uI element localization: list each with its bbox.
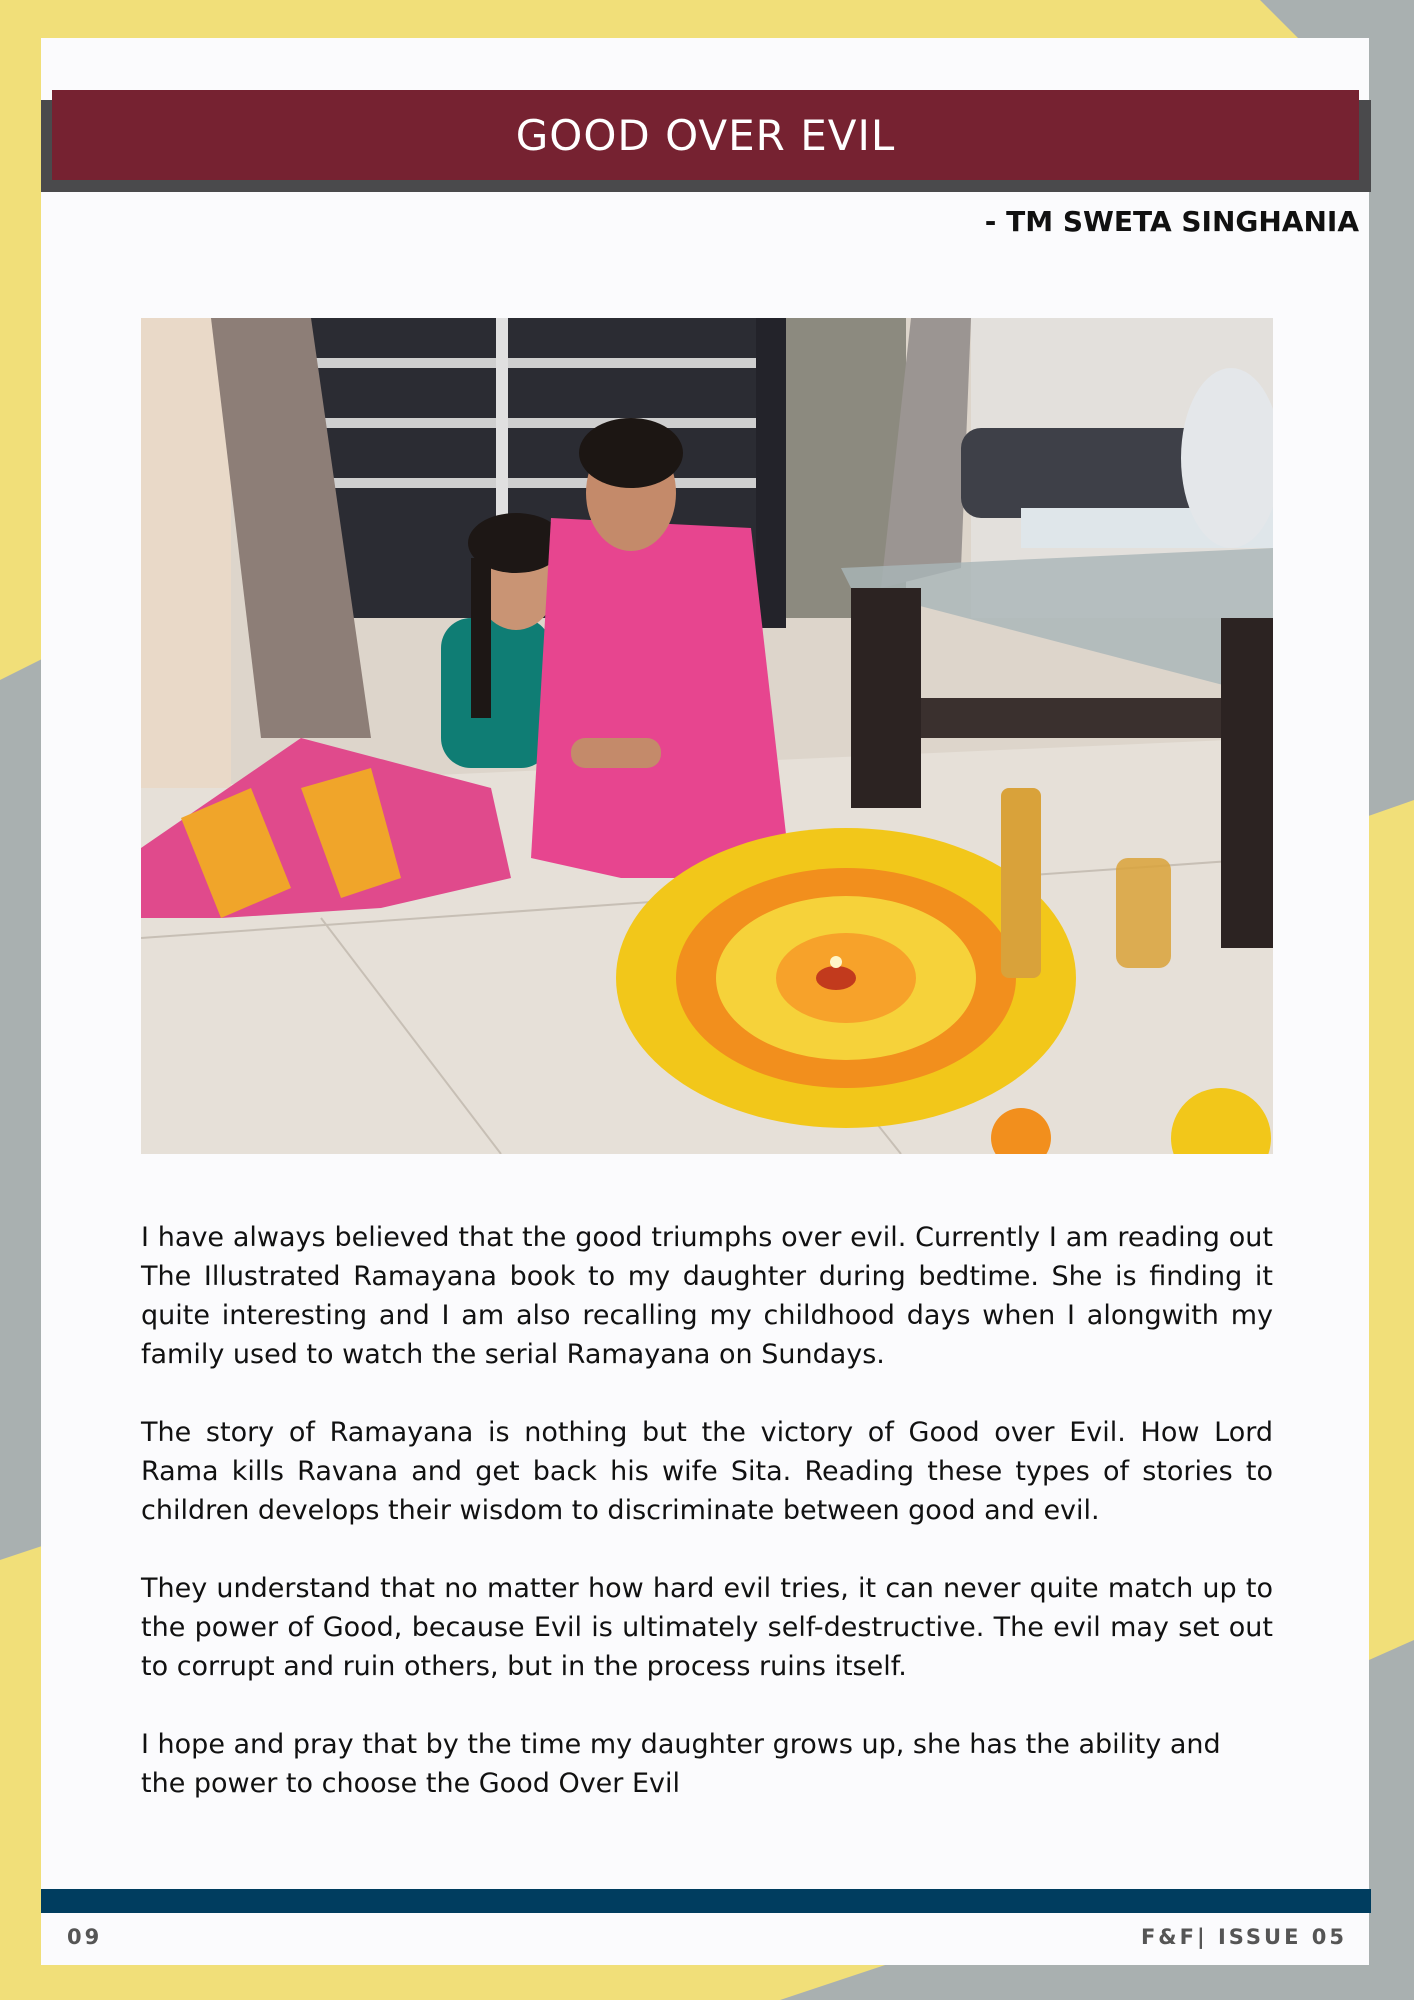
issue-label: F&F| ISSUE 05 (1140, 1925, 1347, 1949)
article-paragraph: I have always believed that the good triumphs over evil. Currently I am reading out The Illustrated Ramayana book to my daughter during bedtime. She is finding it quite interesting and I am also recalling my childhood days when I alongwith my family used to watch the serial Ramayana on Sundays. (141, 1222, 1273, 1370)
page-number: 09 (67, 1925, 103, 1949)
footer-bar (41, 1889, 1371, 1913)
photo-illustration (141, 318, 1273, 1154)
author-byline: - TM SWETA SINGHANIA (984, 205, 1359, 238)
page-title: GOOD OVER EVIL (515, 110, 896, 160)
article-paragraph: They understand that no matter how hard evil tries, it can never quite match up to the power of Good, because Evil is ultimately self-destructive. The evil may set out to corrupt and ruin others, but in the process ruins itself. (141, 1573, 1273, 1682)
article-paragraph: The story of Ramayana is nothing but the victory of Good over Evil. How Lord Rama kills Ravana and get back his wife Sita. Reading these types of stories to children develops their wisdom to discriminate between good and evil. (141, 1417, 1273, 1526)
article-body (141, 1218, 1273, 1842)
article-paragraph: I hope and pray that by the time my daughter grows up, she has the ability and the power to choose the Good Over Evil (141, 1729, 1221, 1799)
article-photo (141, 318, 1273, 1154)
title-banner (52, 90, 1359, 180)
